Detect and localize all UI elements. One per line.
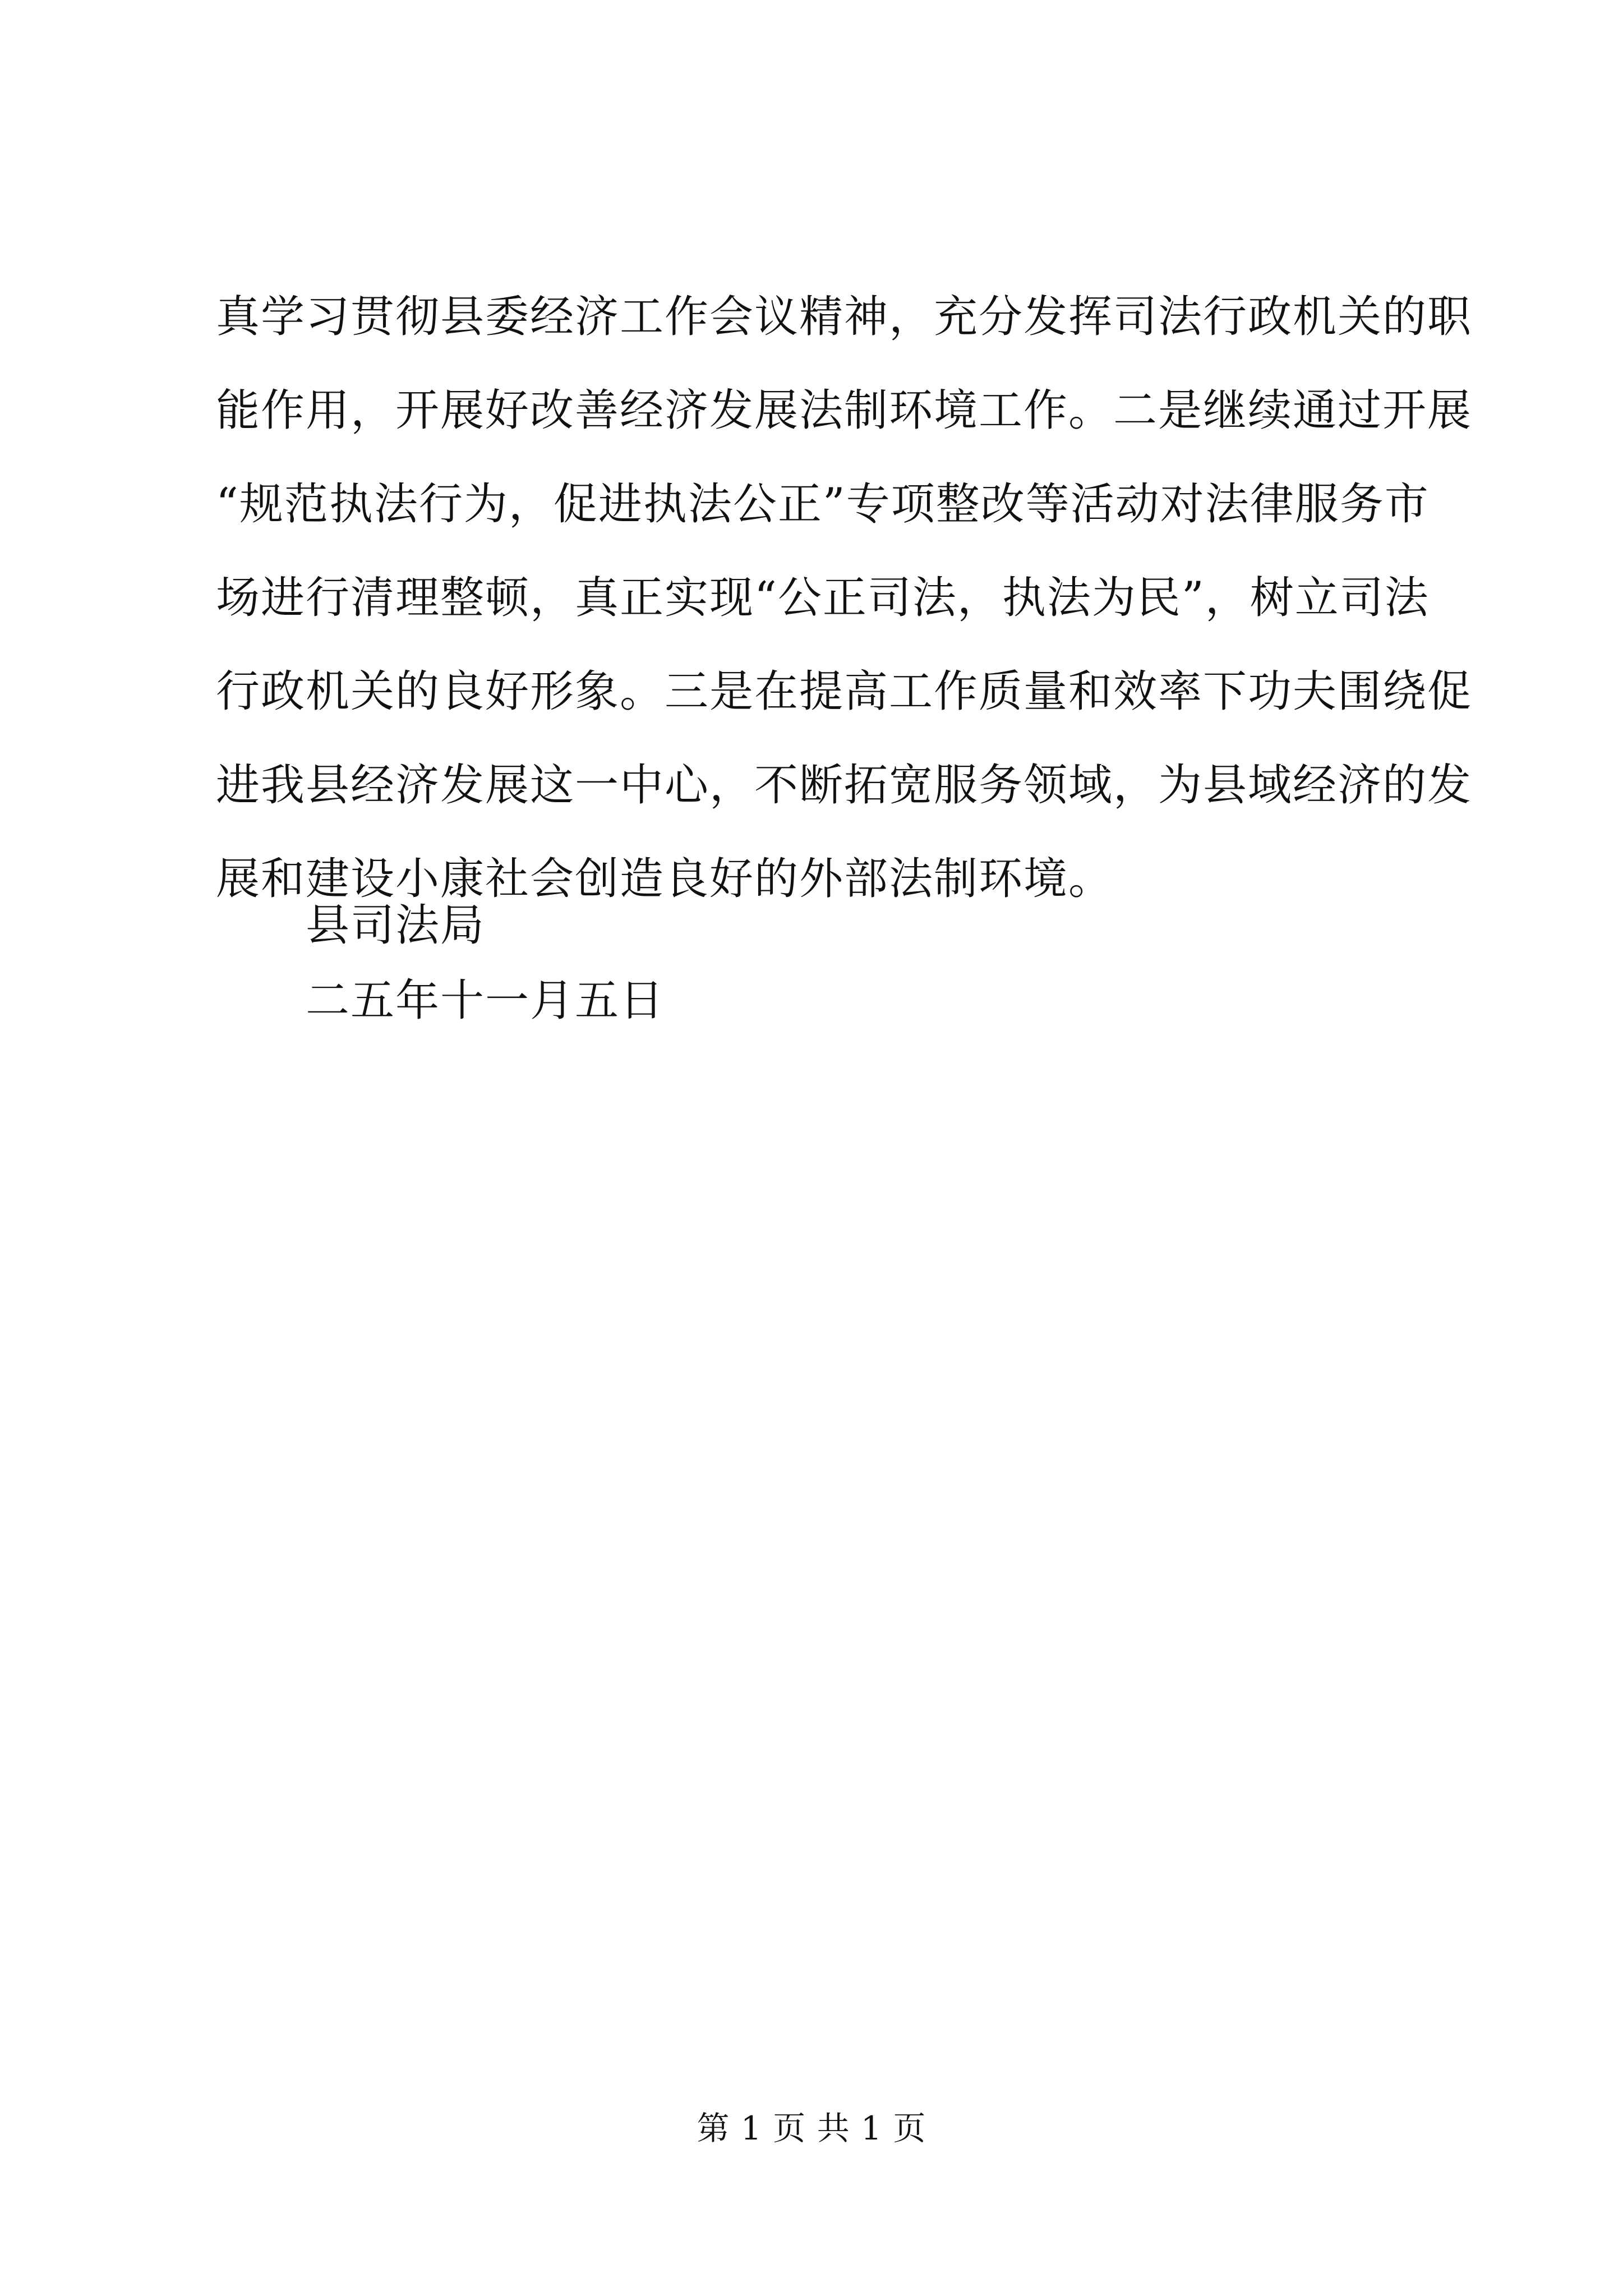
- body-line: 进我县经济发展这一中心，不断拓宽服务领域，为县域经济的发: [216, 760, 1473, 811]
- body-line-last: 展和建设小康社会创造良好的外部法制环境。: [216, 854, 1114, 904]
- document-body: [216, 270, 1473, 926]
- body-line: 行政机关的良好形象。三是在提高工作质量和效率下功夫围绕促: [216, 666, 1473, 717]
- signature-date: 二五年十一月五日: [306, 976, 665, 1026]
- body-line: 真学习贯彻县委经济工作会议精神，充分发挥司法行政机关的职: [216, 292, 1473, 342]
- signature-organization: 县司法局: [306, 900, 486, 951]
- body-line: “规范执法行为，促进执法公正”专项整改等活动对法律服务市: [216, 479, 1430, 530]
- page-number-footer: 第 1 页 共 1 页: [697, 2109, 926, 2147]
- body-line: 能作用，开展好改善经济发展法制环境工作。二是继续通过开展: [216, 385, 1473, 436]
- body-line: 场进行清理整顿，真正实现“公正司法，执法为民”，树立司法: [216, 573, 1430, 623]
